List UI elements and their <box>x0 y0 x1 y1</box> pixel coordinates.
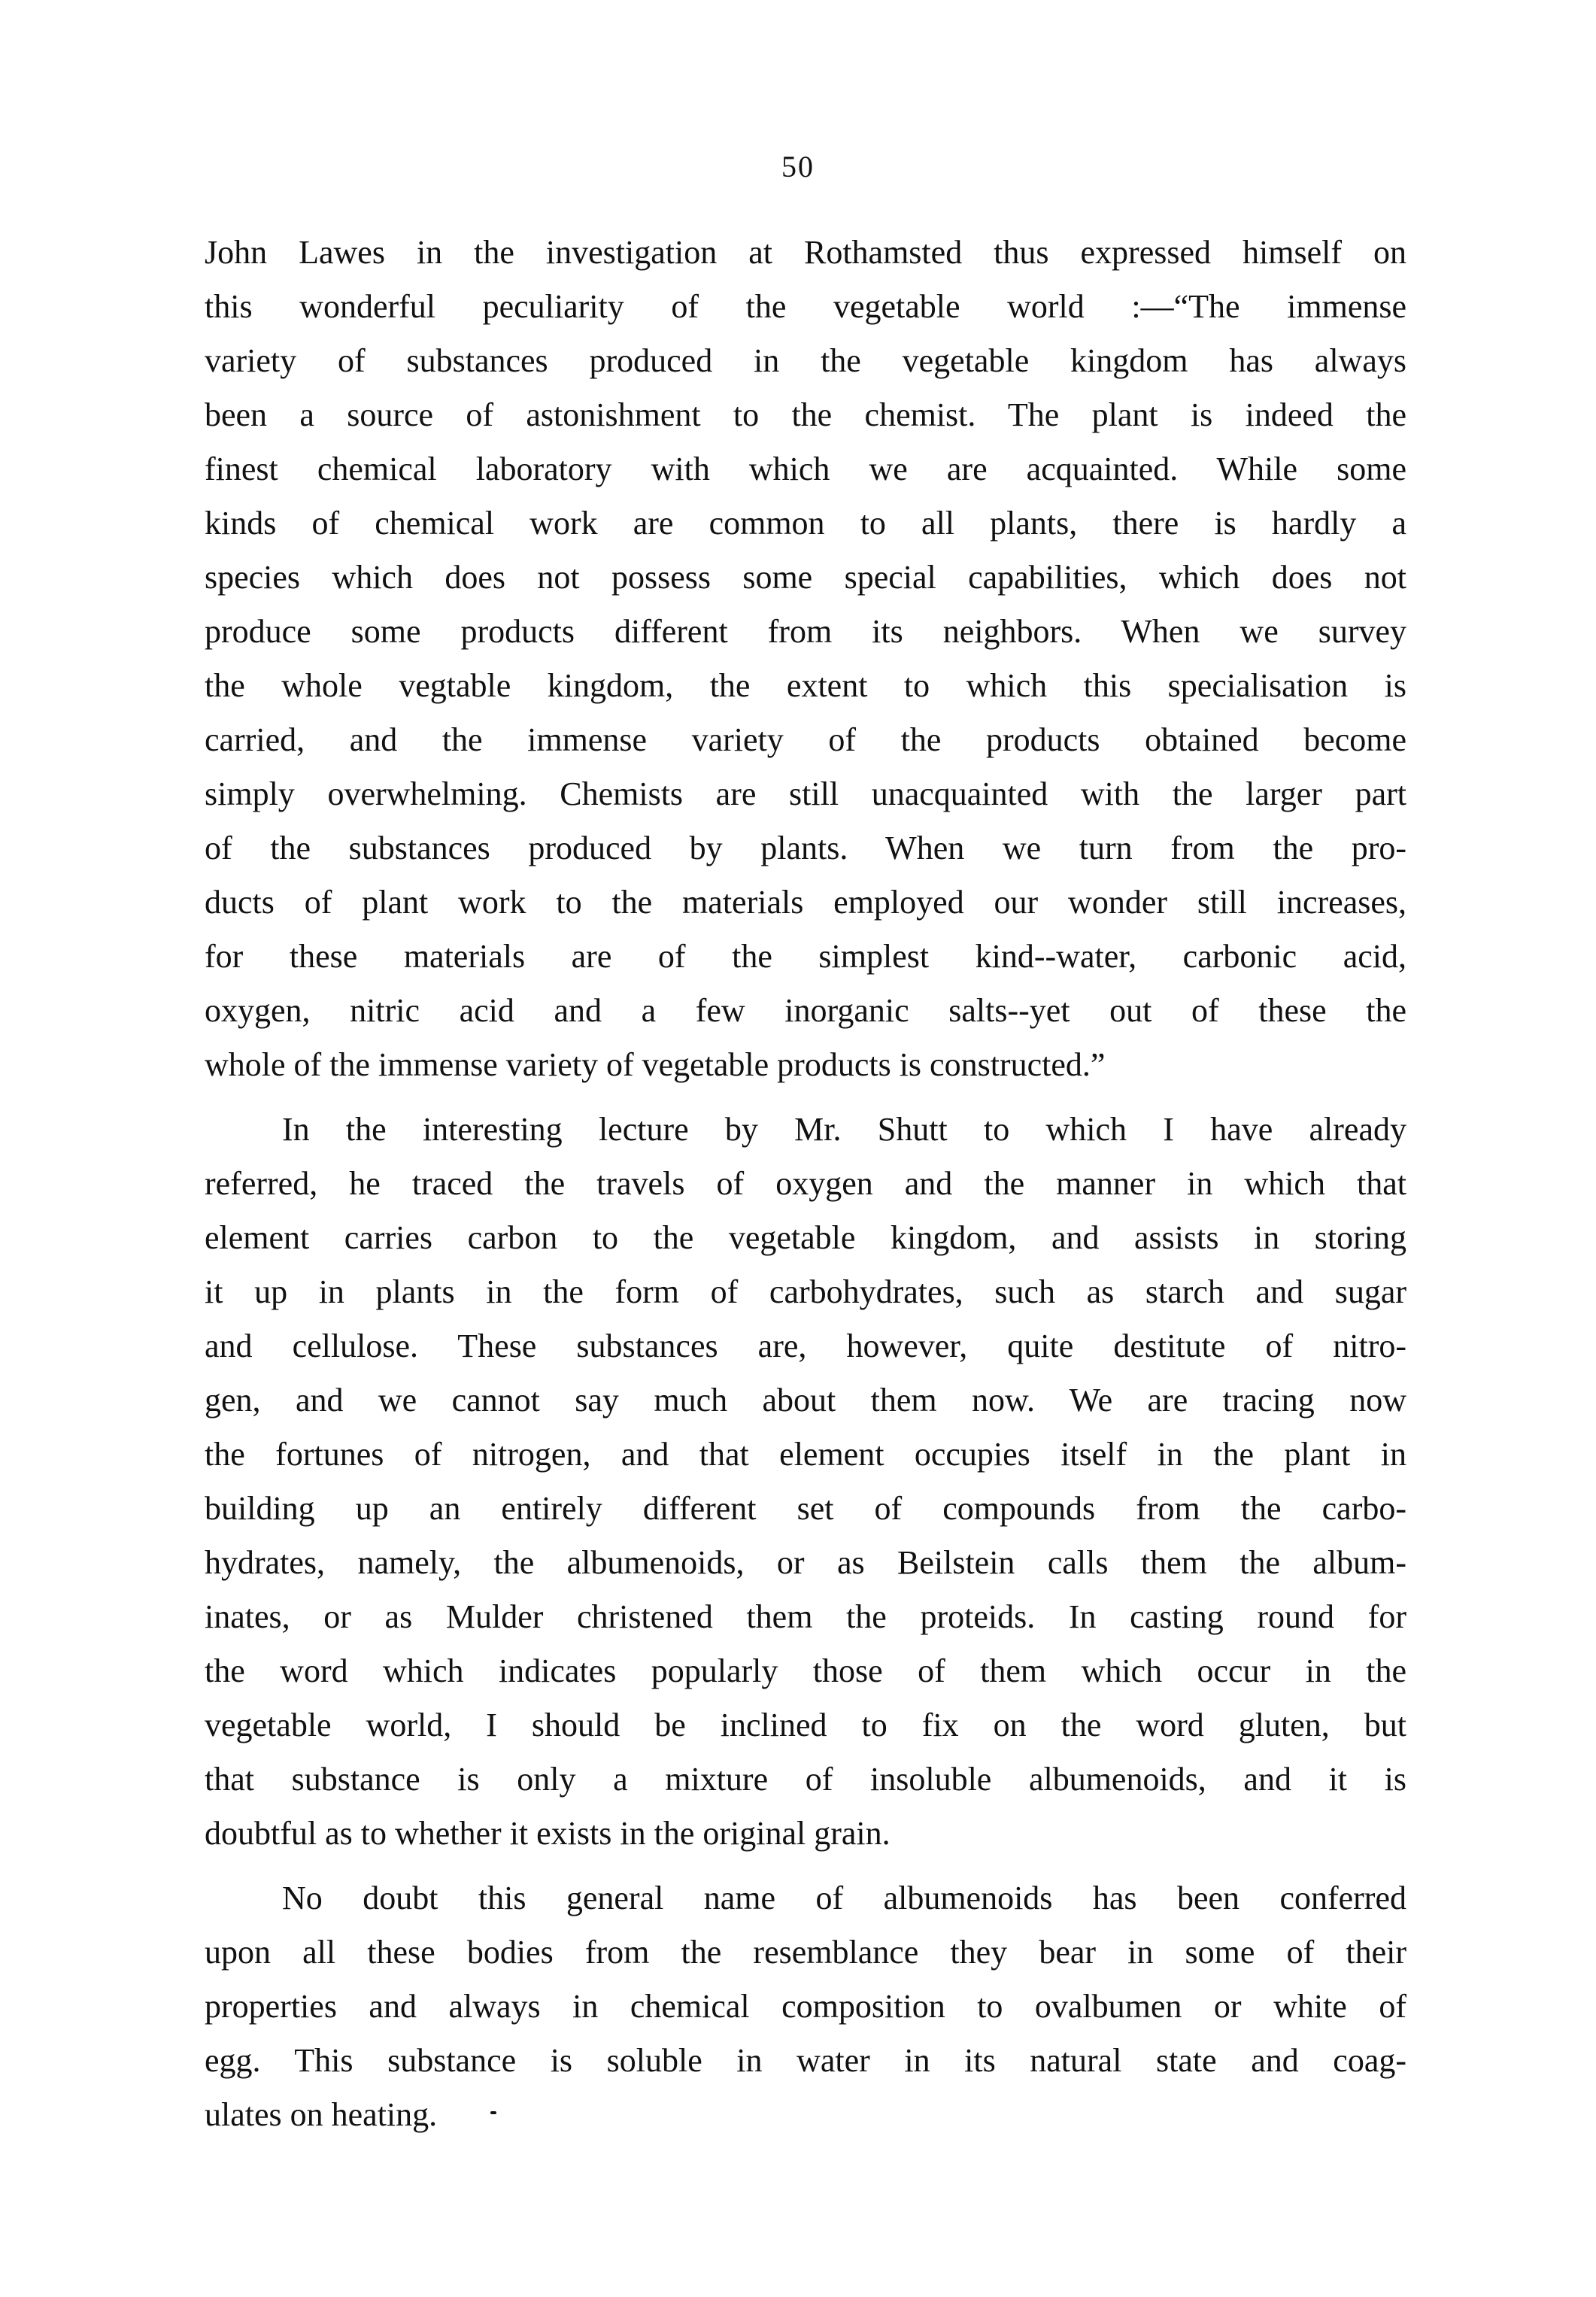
text-line: In the interesting lecture by Mr. Shutt to which I have already <box>282 1111 1406 1148</box>
text-line: carried, and the immense variety of the products obtained become <box>205 721 1406 758</box>
text-line: that substance is only a mixture of insoluble albumenoids, and it is <box>205 1761 1406 1798</box>
text-line: whole of the immense variety of vegetable products is constructed.” <box>205 1046 1106 1083</box>
text-line: John Lawes in the investigation at Rothamsted thus expressed himself on <box>205 234 1406 271</box>
text-line: been a source of astonishment to the chemist. The plant is indeed the <box>205 396 1406 433</box>
text-line: upon all these bodies from the resemblance they bear in some of their <box>205 1934 1406 1971</box>
text-line: species which does not possess some special capabilities, which does not <box>205 559 1406 596</box>
text-line: and cellulose. These substances are, however, quite destitute of nitro- <box>205 1328 1406 1364</box>
text-line: element carries carbon to the vegetable kingdom, and assists in storing <box>205 1219 1406 1256</box>
text-line: referred, he traced the travels of oxygen and the manner in which that <box>205 1165 1406 1202</box>
text-line: oxygen, nitric acid and a few inorganic salts--yet out of these the <box>205 992 1406 1029</box>
text-line: for these materials are of the simplest kind--water, carbonic acid, <box>205 938 1406 975</box>
text-line: kinds of chemical work are common to all plants, there is hardly a <box>205 505 1406 542</box>
text-line: ulates on heating. <box>205 2096 438 2133</box>
text-line: gen, and we cannot say much about them now. We are tracing now <box>205 1382 1406 1419</box>
text-line: produce some products different from its neighbors. When we survey <box>205 613 1406 650</box>
text-line: finest chemical laboratory with which we are acquainted. While some <box>205 451 1406 487</box>
text-line: the word which indicates popularly those of them which occur in the <box>205 1652 1406 1689</box>
text-line: properties and always in chemical composition to ovalbumen or white of <box>205 1988 1406 2025</box>
paragraph-3 <box>205 1871 1406 2142</box>
text-line: egg. This substance is soluble in water in its natural state and coag- <box>205 2042 1406 2079</box>
paragraph-1 <box>205 226 1406 1092</box>
text-line: the whole vegtable kingdom, the extent to which this specialisation is <box>205 667 1406 704</box>
ink-speck <box>490 2111 496 2114</box>
text-line: building up an entirely different set of compounds from the carbo- <box>205 1490 1406 1527</box>
text-line: vegetable world, I should be inclined to fix on the word gluten, but <box>205 1707 1406 1743</box>
body-text <box>205 226 1406 2142</box>
text-line: the fortunes of nitrogen, and that element occupies itself in the plant in <box>205 1436 1406 1473</box>
text-line: this wonderful peculiarity of the vegetable world :—“The immense <box>205 288 1406 325</box>
page-number: 50 <box>781 150 815 184</box>
paragraph-2 <box>205 1103 1406 1861</box>
text-line: of the substances produced by plants. When we turn from the pro- <box>205 830 1406 866</box>
text-line: inates, or as Mulder christened them the proteids. In casting round for <box>205 1598 1406 1635</box>
text-line: doubtful as to whether it exists in the original grain. <box>205 1815 891 1852</box>
text-line: No doubt this general name of albumenoids has been conferred <box>282 1880 1406 1916</box>
text-line: hydrates, namely, the albumenoids, or as Beilstein calls them the album- <box>205 1544 1406 1581</box>
text-line: variety of substances produced in the vegetable kingdom has always <box>205 342 1406 379</box>
text-line: ducts of plant work to the materials employed our wonder still increases, <box>205 884 1406 921</box>
text-line: it up in plants in the form of carbohydrates, such as starch and sugar <box>205 1273 1406 1310</box>
text-line: simply overwhelming. Chemists are still unacquainted with the larger part <box>205 775 1406 812</box>
